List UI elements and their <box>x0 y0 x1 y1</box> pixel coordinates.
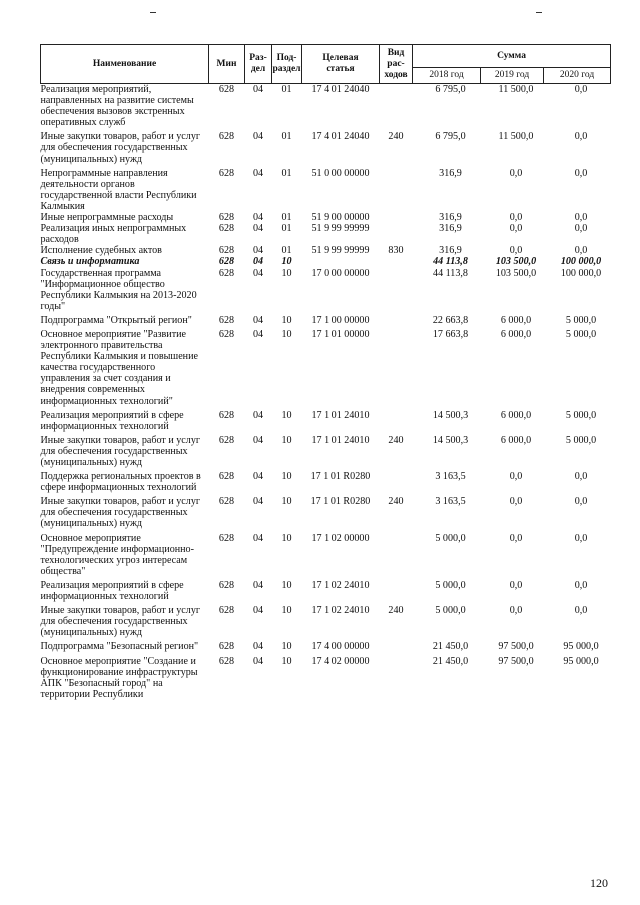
page-number: 120 <box>590 876 608 890</box>
row-2020: 100 000,0 <box>560 267 602 279</box>
row-2020: 0,0 <box>574 167 588 179</box>
row-name: Иные закупки товаров, работ и услуг для обеспечения государственных (муниципальных) нужд <box>40 605 201 639</box>
row-podrazdel: 10 <box>281 605 292 617</box>
row-vid <box>380 312 413 326</box>
row-celevaya: 17 4 01 24040 <box>311 84 370 95</box>
row-name: Реализация иных непрограммных расходов <box>40 223 187 246</box>
row-2020: 5 000,0 <box>565 328 597 340</box>
row-2019: 6 000,0 <box>500 409 532 421</box>
table-row <box>41 268 611 312</box>
row-vid <box>380 256 413 267</box>
row-celevaya: 17 1 01 R0280 <box>310 496 371 508</box>
row-vid <box>380 638 413 652</box>
row-razdel: 04 <box>252 496 264 508</box>
row-name: Государственная программа "Информационное общество Республики Калмыкия на 2013-2020 годы" <box>40 267 197 312</box>
row-podrazdel: 10 <box>281 641 292 653</box>
row-2018: 17 663,8 <box>432 328 469 340</box>
row-celevaya <box>302 256 380 267</box>
row-min: 628 <box>218 223 235 235</box>
table-row <box>41 602 611 638</box>
row-vid <box>380 223 413 245</box>
table-row <box>41 128 611 164</box>
table-body <box>41 84 611 700</box>
row-vid: 830 <box>388 245 404 257</box>
row-min: 628 <box>218 496 235 508</box>
row-2019: 0,0 <box>509 532 523 544</box>
row-razdel: 04 <box>252 84 264 95</box>
row-name: Реализация мероприятий, направленных на развитие системы обеспечения вызовов экстренных оперативных служб <box>40 84 194 129</box>
row-podrazdel: 10 <box>281 434 292 446</box>
header-name: Наименование <box>41 45 209 84</box>
row-min: 628 <box>218 605 235 617</box>
row-2020: 0,0 <box>574 223 588 235</box>
row-podrazdel: 01 <box>281 245 292 257</box>
header-podrazdel-text: Под- раздел <box>272 53 301 74</box>
row-2019: 103 500,0 <box>495 256 537 268</box>
row-2020: 95 000,0 <box>563 641 599 653</box>
row-celevaya: 17 1 01 R0280 <box>310 471 371 483</box>
row-2020: 0,0 <box>574 579 588 591</box>
row-celevaya: 17 1 00 00000 <box>311 314 370 326</box>
row-podrazdel: 10 <box>281 328 292 340</box>
row-podrazdel: 10 <box>281 496 292 508</box>
row-2019: 0,0 <box>509 223 523 235</box>
row-name: Иные закупки товаров, работ и услуг для обеспечения государственных (муниципальных) нужд <box>40 496 201 530</box>
row-min: 628 <box>218 267 235 279</box>
row-2020: 0,0 <box>574 605 588 617</box>
table-row <box>41 653 611 700</box>
row-2018: 316,9 <box>439 212 462 224</box>
row-vid <box>380 530 413 577</box>
row-2018: 21 450,0 <box>432 655 469 667</box>
row-name: Реализация мероприятий в сфере информационных технологий <box>40 409 184 432</box>
row-celevaya: 17 4 00 00000 <box>311 641 370 653</box>
row-2018: 316,9 <box>439 223 462 235</box>
table-row <box>41 326 611 407</box>
row-2019: 0,0 <box>509 605 523 617</box>
row-min: 628 <box>218 409 235 421</box>
row-2020: 0,0 <box>574 532 588 544</box>
row-2019: 0,0 <box>509 245 523 257</box>
header-razdel <box>245 45 272 84</box>
row-2018: 6 795,0 <box>435 131 466 143</box>
row-2018: 5 000,0 <box>435 532 466 544</box>
row-name: Подпрограмма "Безопасный регион" <box>40 641 199 653</box>
row-name: Иные закупки товаров, работ и услуг для обеспечения государственных (муниципальных) нужд <box>40 131 201 165</box>
row-2020: 0,0 <box>574 471 588 483</box>
header-razdel-text: Раз- дел <box>249 53 267 74</box>
row-name: Поддержка региональных проектов в сфере информационных технологий <box>40 471 201 494</box>
row-vid: 240 <box>388 496 404 508</box>
row-celevaya: 17 4 01 24040 <box>311 131 370 143</box>
row-2019: 6 000,0 <box>500 434 532 446</box>
row-podrazdel: 10 <box>281 532 292 544</box>
row-celevaya: 17 1 01 24010 <box>311 409 370 421</box>
row-min: 628 <box>218 471 235 483</box>
row-2018: 5 000,0 <box>435 579 466 591</box>
table-row <box>41 493 611 529</box>
row-podrazdel: 10 <box>281 471 292 483</box>
row-vid <box>380 653 413 700</box>
row-podrazdel: 10 <box>281 267 292 279</box>
row-2018: 6 795,0 <box>435 84 466 95</box>
row-razdel: 04 <box>252 434 264 446</box>
row-razdel: 04 <box>252 471 264 483</box>
row-2018: 21 450,0 <box>432 641 469 653</box>
table-row <box>41 245 611 256</box>
table-row <box>41 468 611 493</box>
row-razdel: 04 <box>252 256 264 268</box>
table-row <box>41 84 611 129</box>
row-celevaya: 17 1 02 00000 <box>311 532 370 544</box>
row-razdel: 04 <box>252 532 264 544</box>
row-name: Основное мероприятие "Создание и функционирование инфраструктуры АПК "Безопасный город" на территории Республики <box>40 655 198 700</box>
row-podrazdel: 01 <box>281 223 292 235</box>
row-razdel: 04 <box>252 212 264 224</box>
row-2020: 0,0 <box>574 212 588 224</box>
row-2018: 22 663,8 <box>432 314 469 326</box>
row-vid <box>380 326 413 407</box>
scan-mark-right <box>536 12 542 13</box>
row-name: Иные закупки товаров, работ и услуг для обеспечения государственных (муниципальных) нужд <box>40 434 201 468</box>
row-min: 628 <box>218 579 235 591</box>
row-vid <box>380 84 413 129</box>
row-podrazdel: 01 <box>281 84 292 95</box>
row-podrazdel: 01 <box>281 167 292 179</box>
row-celevaya: 51 9 99 99999 <box>311 245 370 257</box>
row-2018: 44 113,8 <box>433 267 468 279</box>
row-vid <box>380 212 413 223</box>
row-vid: 240 <box>388 434 404 446</box>
row-2018: 3 163,5 <box>435 471 466 483</box>
row-razdel: 04 <box>252 641 264 653</box>
header-2019: 2019 год <box>481 68 544 84</box>
row-2020: 5 000,0 <box>565 409 597 421</box>
table-header <box>41 45 611 84</box>
row-min: 628 <box>218 314 235 326</box>
row-vid: 240 <box>388 131 404 143</box>
table-row <box>41 432 611 468</box>
row-2019: 0,0 <box>509 496 523 508</box>
row-celevaya: 17 1 01 00000 <box>311 328 370 340</box>
row-2019: 11 500,0 <box>498 84 534 95</box>
row-celevaya: 17 1 01 24010 <box>311 434 370 446</box>
row-2020: 100 000,0 <box>560 256 602 268</box>
row-name: Исполнение судебных актов <box>40 245 162 257</box>
row-2018: 316,9 <box>439 245 462 257</box>
row-2020: 0,0 <box>574 496 588 508</box>
row-min: 628 <box>218 131 235 143</box>
row-min: 628 <box>218 655 235 667</box>
row-2019: 0,0 <box>509 579 523 591</box>
row-min: 628 <box>218 434 235 446</box>
table-row <box>41 223 611 245</box>
row-razdel: 04 <box>252 267 264 279</box>
table-row <box>41 407 611 432</box>
row-2020: 5 000,0 <box>565 434 597 446</box>
header-summa: Сумма <box>413 45 611 68</box>
row-min: 628 <box>218 167 235 179</box>
table-row <box>41 165 611 212</box>
row-name: Непрограммные направления деятельности органов государственной власти Республики Калмыкия <box>40 167 197 212</box>
row-2019: 11 500,0 <box>498 131 534 143</box>
header-min: Мин <box>209 45 245 84</box>
row-vid <box>380 577 413 602</box>
row-2019: 6 000,0 <box>500 314 532 326</box>
row-min: 628 <box>218 245 235 257</box>
row-name: Связь и информатика <box>40 256 140 268</box>
row-2018: 14 500,3 <box>432 434 469 446</box>
row-2018: 44 113,8 <box>433 256 468 268</box>
header-podrazdel <box>272 45 302 84</box>
row-vid <box>380 165 413 212</box>
row-min: 628 <box>218 256 235 268</box>
row-name: Основное мероприятие "Развитие электронного правительства Республики Калмыкия и повышение качества государственного управления за счет создания и внедрения современных информационных технологий" <box>40 328 198 407</box>
header-2020: 2020 год <box>544 68 611 84</box>
row-2019: 0,0 <box>509 167 523 179</box>
budget-table <box>40 44 611 700</box>
row-2020: 0,0 <box>574 131 588 143</box>
row-razdel: 04 <box>252 245 264 257</box>
header-vid-text: Вид рас- ходов <box>384 47 408 80</box>
header-celevaya-text: Целевая статья <box>322 53 359 74</box>
row-name: Подпрограмма "Открытый регион" <box>40 314 192 326</box>
row-2019: 6 000,0 <box>500 328 532 340</box>
row-razdel: 04 <box>252 131 264 143</box>
row-2018: 14 500,3 <box>432 409 469 421</box>
header-vid <box>380 45 413 84</box>
row-podrazdel: 10 <box>281 314 292 326</box>
row-podrazdel: 10 <box>281 655 292 667</box>
row-2018: 316,9 <box>439 167 462 179</box>
row-razdel: 04 <box>252 605 264 617</box>
row-2019: 0,0 <box>509 471 523 483</box>
table-row <box>41 212 611 223</box>
row-podrazdel: 10 <box>281 256 292 268</box>
table-row <box>41 530 611 577</box>
row-min: 628 <box>218 328 235 340</box>
row-podrazdel: 01 <box>281 131 292 143</box>
row-min: 628 <box>218 641 235 653</box>
row-2020: 0,0 <box>574 84 588 95</box>
row-2018: 3 163,5 <box>435 496 466 508</box>
row-celevaya: 51 9 99 99999 <box>311 223 370 235</box>
row-celevaya: 17 4 02 00000 <box>311 655 370 667</box>
row-vid <box>380 407 413 432</box>
table-row <box>41 638 611 652</box>
header-2018: 2018 год <box>413 68 481 84</box>
row-name: Реализация мероприятий в сфере информационных технологий <box>40 579 184 603</box>
row-name: Основное мероприятие "Предупреждение информационно-технологических угроз интересам общества" <box>40 532 194 577</box>
row-2018: 5 000,0 <box>435 605 466 617</box>
row-vid <box>380 268 413 312</box>
row-celevaya: 51 9 00 00000 <box>311 212 370 224</box>
row-razdel: 04 <box>252 223 264 235</box>
row-2019: 97 500,0 <box>498 641 534 653</box>
row-celevaya: 17 1 02 24010 <box>311 579 370 591</box>
row-vid: 240 <box>388 605 404 617</box>
row-2020: 5 000,0 <box>565 314 597 326</box>
row-razdel: 04 <box>252 579 264 591</box>
row-min: 628 <box>218 84 235 95</box>
scan-mark-left <box>150 12 156 13</box>
row-min: 628 <box>218 212 235 224</box>
row-celevaya: 51 0 00 00000 <box>311 167 370 179</box>
row-celevaya: 17 1 02 24010 <box>311 605 370 617</box>
table-row <box>41 256 611 267</box>
row-podrazdel: 01 <box>281 212 292 224</box>
row-razdel: 04 <box>252 167 264 179</box>
row-razdel: 04 <box>252 655 264 667</box>
row-min: 628 <box>218 532 235 544</box>
row-celevaya: 17 0 00 00000 <box>311 267 370 279</box>
row-podrazdel: 10 <box>281 409 292 421</box>
row-2020: 0,0 <box>574 245 588 257</box>
row-name: Иные непрограммные расходы <box>40 212 174 224</box>
row-razdel: 04 <box>252 409 264 421</box>
row-2020: 95 000,0 <box>563 655 599 667</box>
row-razdel: 04 <box>252 328 264 340</box>
table-row <box>41 577 611 602</box>
header-celevaya <box>302 45 380 84</box>
table-row <box>41 312 611 326</box>
row-2019: 0,0 <box>509 212 523 224</box>
row-2019: 103 500,0 <box>495 267 537 279</box>
row-2019: 97 500,0 <box>498 655 534 667</box>
row-razdel: 04 <box>252 314 264 326</box>
row-podrazdel: 10 <box>281 579 292 591</box>
row-vid <box>380 468 413 493</box>
